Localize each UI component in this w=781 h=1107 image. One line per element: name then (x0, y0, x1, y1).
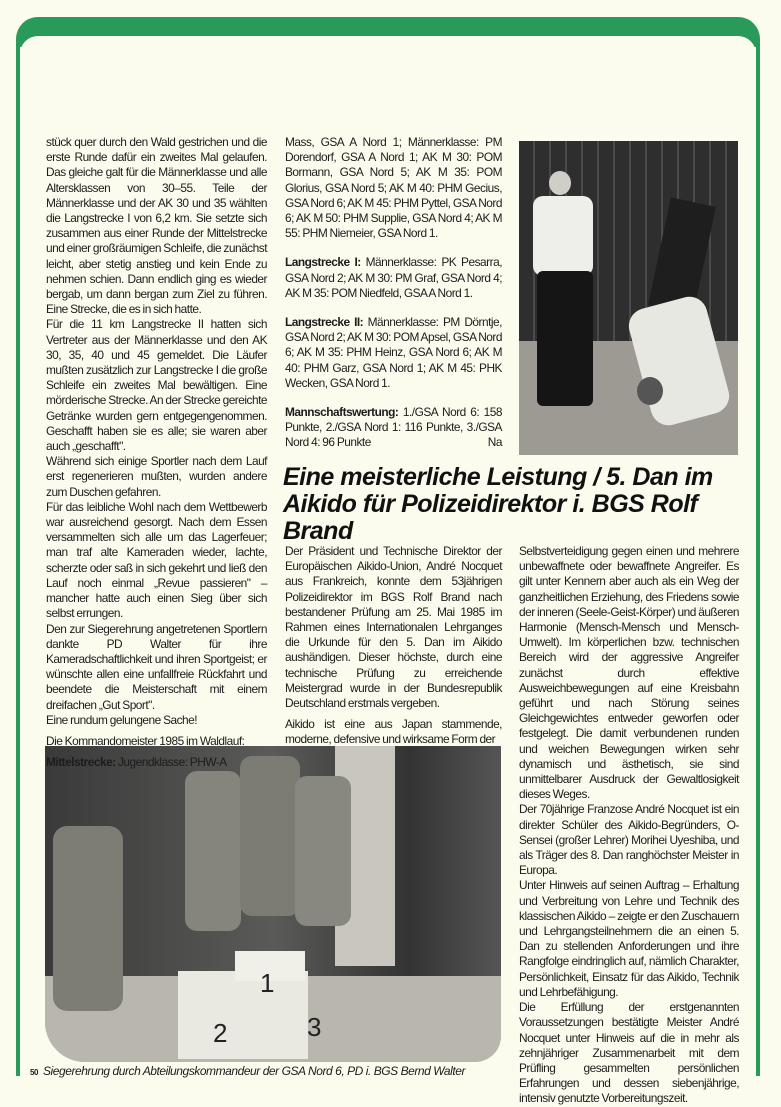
paragraph: Mass, GSA A Nord 1; Männerklasse: PM Dorendorf, GSA A Nord 1; AK M 30: POM Bormann, GSA Nord 5; AK M 35: POM Glorius, GSA Nord 5; AK M 40: PHM Gecius, GSA Nord 6; AK M 45: PHM Pyttel, GSA Nord 6; AK M 50: PHM Supplie, GSA Nord 4; AK M 55: PHM Niemeier, GSA Nord 1. (285, 135, 502, 241)
paragraph: Die Kommandomeister 1985 im Waldlauf: (46, 733, 245, 748)
caption-text: Siegerehrung durch Abteilungskommandeur der GSA Nord 6, PD i. BGS Bernd Walter (43, 1064, 466, 1078)
paragraph: Während sich einige Sportler nach dem Lauf erst regenerieren mußten, wurden andere zum Duschen gefahren. (46, 454, 267, 499)
green-frame-left (16, 40, 20, 1076)
results-text: Männerklasse: PM Dörntje, GSA Nord 2; AK M 30: POM Apsel, GSA Nord 6; AK M 35: PHM Heinz, GSA Nord 6; AK M 40: PHM Garz, GSA Nord 1; AK M 45: PHK Wecken, GSA Nord 1. (285, 315, 502, 390)
paragraph: Aikido ist eine aus Japan stammende, moderne, defensive und wirksame Form der (285, 717, 502, 747)
paragraph: Für die 11 km Langstrecke II hatten sich Vertreter aus der Männerklasse und den AK 30, 35, 40 und 45 gemeldet. Die Läufer mußten zusätzlich zur Langstrecke I die große Schleife ein zweites Mal bewältigen. Eine mörderische Strecke. An der Strecke gereichte Getränke wurden gern entgegengenommen. Geschafft haben sie es alle; sie waren aber auch „geschafft". (46, 317, 267, 454)
podium-number-1: 1 (260, 968, 275, 998)
column-results (285, 135, 502, 451)
author-signature: Na (487, 435, 502, 450)
paragraph: Den zur Siegerehrung angetretenen Sportlern dankte PD Walter für ihre Kameradschaftlichkeit und ihren Sportgeist; er wünschte allen eine unfallfreie Rückfahrt und beendete die Meisterschaft mit einem dreifachen „Gut Sport". (46, 621, 267, 712)
frame-inner-curve (20, 36, 756, 76)
green-frame-right (756, 40, 760, 1076)
paragraph: stück quer durch den Wald gestrichen und die erste Runde dafür ein zweites Mal gelaufen. Das gleiche galt für die Männerklasse und alle Altersklassen von 30–55. Teile der Männerklasse und der AK 30 und 35 wählten die Langstrecke I von 6,2 km. Sie setzte sich zusammen aus einer Runde der Mittelstrecke und einer großräumigen Schleife, die zunächst leicht, aber stetig anstieg und kein Ende zu nehmen schien. Dann endlich ging es wieder bergab, um dann bergan zum Ziel zu führen. Eine Strecke, die es in sich hatte. (46, 135, 267, 317)
paragraph: Selbstverteidigung gegen einen und mehrere unbewaffnete oder bewaffnete Angreifer. Es gilt unter Kennern aber auch als ein Weg der ganzheitlichen Erziehung, des Friedens sowie der inneren (Seele-Geist-Körper) und äußeren Harmonie (Mensch-Mensch und Mensch-Umwelt). Im körperlichen bzw. technischen Bereich wird der aggressive Angreifer zunächst durch effektive Ausweichbewegungen auf eine Kreisbahn geführt und nach Störung seines Gleichgewichtes entweder geworfen oder festgelegt. Die damit verbundenen runden und weichen Bewegungen wirken sehr dynamisch und ästhetisch, sie sind unmittelbarer Ausdruck der Gewaltlosigkeit dieses Weges. (519, 544, 739, 802)
paragraph: Die Erfüllung der erstgenannten Voraussetzungen bestätigte Meister André Nocquet unter Hinweis auf die in mehr als zehnjähriger Zusammenarbeit mit dem Prüfling gesammelten persönlichen Erfahrungen und dessen siebenjährige, intensiv genutzte Vorbereitungszeit. (519, 1000, 739, 1106)
results-mittelstrecke (46, 755, 267, 770)
results-label: Mittelstrecke: (46, 755, 116, 770)
page-number: 50 (30, 1068, 38, 1077)
article-headline: Eine meisterliche Leistung / 5. Dan im Aikido für Polizeidirektor i. BGS Rolf Brand (283, 463, 713, 545)
results-label: Mannschaftswertung: (285, 405, 399, 420)
results-mannschaft (285, 405, 502, 451)
paragraph: Der 70jährige Franzose André Nocquet ist ein direkter Schüler des Aikido-Begründers, O-Sensei (großer Lehrer) Morihei Uyeshiba, und als Träger des 8. Dan ranghöchster Meister in Europa. (519, 802, 739, 878)
column-article-start (285, 544, 502, 748)
paragraph: Der Präsident und Technische Direktor der Europäischen Aikido-Union, André Nocquet aus Frankreich, konnte dem 53jährigen Polizeidirektor im BGS Rolf Brand nach bestandener Prüfung am 25. Mai 1985 im Rahmen eines Internationalen Lehrganges die Urkunde für den 5. Dan im Aikido aushändigen. Dieser höchste, durch eine technische Prüfung zu erreichende Meistergrad wurde in der Bundesrepublik Deutschland erstmals vergeben. (285, 544, 502, 711)
results-label: Langstrecke II: (285, 315, 364, 330)
column-article-continued (519, 544, 739, 1107)
results-langstrecke-2 (285, 315, 502, 391)
photo-aikido-throw (519, 141, 738, 455)
column-waldlauf-report (46, 135, 267, 770)
paragraph: Eine rundum gelungene Sache! (46, 712, 198, 727)
paragraph: Für das leibliche Wohl nach dem Wettbewerb war ausreichend gesorgt. Nach dem Essen versammelten sich alle um das Lagerfeuer; man traf alte Kameraden wieder, lachte, scherzte oder saß in sich gekehrt und ließ den Lauf noch einmal „Revue passieren" – mancher hatte auch einen Sieg über sich selbst errungen. (46, 499, 267, 621)
results-text: 1./GSA Nord 6: 158 Punkte, 2./GSA Nord 1: 116 Punkte, 3./GSA Nord 4: 96 Punkte (285, 405, 502, 450)
paragraph: Unter Hinweis auf seinen Auftrag – Erhaltung und Verbreitung von Lehre und Technik des klassischen Aikido – zeigte er den Zuschauern und Lehrgangsteilnehmern die an einen 5. Dan zu stellenden Anforderungen und ihre Rangfolge eindringlich auf, nämlich Charakter, Persönlichkeit, Einsatz für das Aikido, Technik und Lehrbefähigung. (519, 878, 739, 999)
podium-number-3: 3 (307, 1012, 322, 1042)
results-label: Langstrecke I: (285, 255, 361, 270)
photo-award-ceremony (45, 746, 501, 1062)
results-text: Jugendklasse: PHW-A (115, 755, 227, 770)
podium-number-2: 2 (213, 1018, 228, 1048)
results-langstrecke-1 (285, 255, 502, 301)
results-text: Männerklasse: PK Pesarra, GSA Nord 2; AK M 30: PM Graf, GSA Nord 4; AK M 35: POM Niedfeld, GSA A Nord 1. (285, 255, 502, 300)
photo-caption (30, 1064, 510, 1078)
